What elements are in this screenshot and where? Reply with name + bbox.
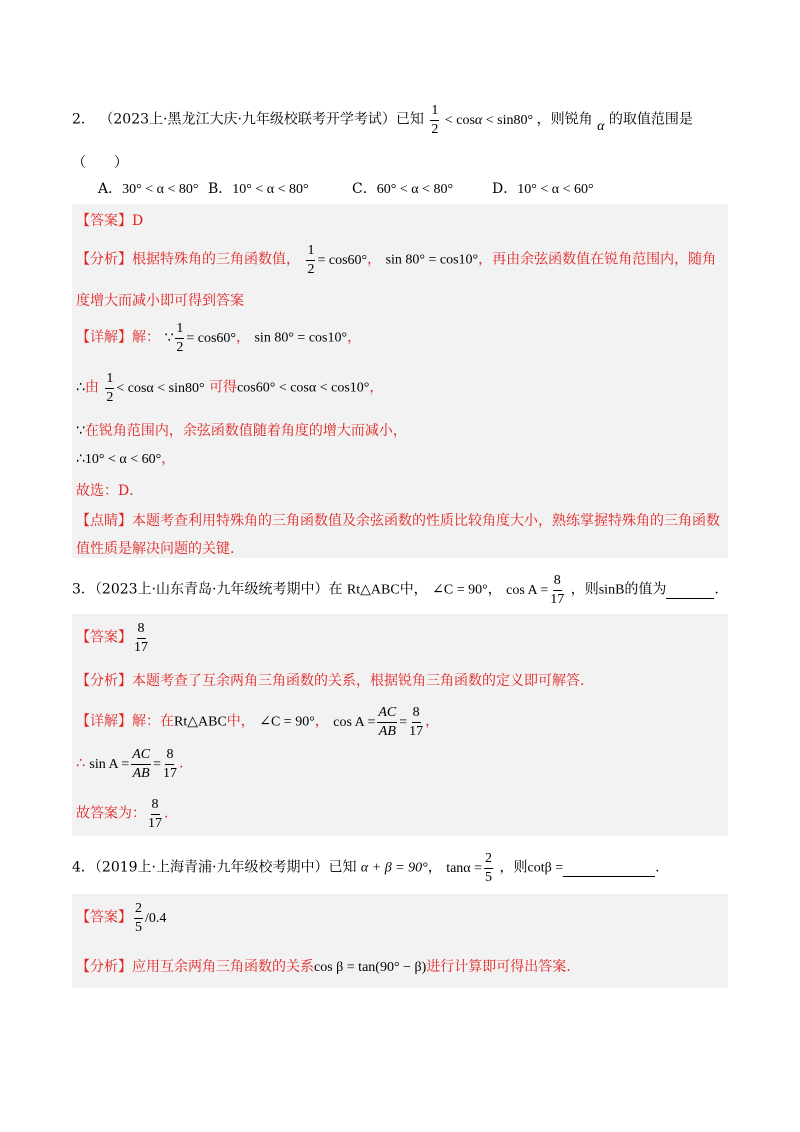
q4-analysis: 【分析】应用互余两角三角函数的关系cos β = tan(90° − β)进行计算即可得出答案.: [76, 959, 571, 975]
q3-final: 故答案为： $\frac{8}{17}$ .: [76, 797, 169, 831]
q2-number: 2．: [72, 111, 95, 128]
q3-stem: 3．（2023上·山东青岛·九年级统考期中）在 Rt△ABC中， ∠C = 90°， cos A = $\frac{8}{17}$ ，则sinB的值为 .: [72, 573, 719, 607]
q2-stem: [72, 104, 693, 137]
q3-detail-line2: ∴ sin A = $\frac{AC}{AB}$ = $\frac{8}{17}$ .: [76, 747, 184, 781]
q2-detail-line2: ∴由 $\frac{1}{2}$ < cosα < sin80° 可得cos60° < cosα < cos10°，: [76, 371, 384, 405]
q3-answer: 【答案】 $\frac{8}{17}$: [76, 621, 148, 655]
answer-tag: 【答案】: [76, 213, 132, 229]
q2-detail-line4: ∴10° < α < 60°，: [76, 451, 176, 467]
q2-question-tail: ，则锐角: [536, 111, 593, 128]
q2-paren: （ ）: [72, 155, 128, 171]
q3-analysis: 【分析】本题考查了互余两角三角函数的关系，根据锐角三角函数的定义即可解答.: [76, 673, 585, 689]
q2-angle: α: [597, 118, 605, 134]
q2-option-b: B．10° < α < 80°: [208, 181, 309, 197]
q2-comment: 【点睛】本题考查利用特殊角的三角函数值及余弦函数的性质比较角度大小，熟练掌握特殊角的三角函数: [76, 513, 720, 529]
q2-question-end: 的取值范围是: [608, 111, 693, 128]
q2-source: （2023上·黑龙江大庆·九年级校联考开学考试）已知: [99, 111, 424, 128]
q2-option-a: A．30° < α < 80°: [98, 181, 199, 197]
q2-option-d: D．10° < α < 60°: [492, 181, 594, 197]
q4-answer-blank[interactable]: [563, 860, 655, 877]
q4-answer: 【答案】 $\frac{2}{5}$ /0.4: [76, 901, 167, 935]
q2-detail-line3: ∵在锐角范围内，余弦函数值随着角度的增大而减小，: [76, 423, 407, 439]
q2-comment-line2: 值性质是解决问题的关键.: [76, 541, 235, 557]
q4-stem: 4．（2019上·上海青浦·九年级校考期中）已知 α + β = 90°， tanα = $\frac{2}{5}$ ，则cotβ = .: [72, 851, 660, 885]
q2-option-c: C．60° < α < 80°: [352, 181, 454, 197]
q2-choice: 故选：D．: [76, 483, 144, 499]
q2-answer: [76, 210, 143, 230]
q3-detail: 【详解】解：在Rt△ABC中， ∠C = 90°， cos A = $\frac{AC}{AB}$ = $\frac{8}{17}$ ，: [76, 705, 440, 739]
q2-analysis-line2: 度增大而减小即可得到答案: [76, 293, 244, 309]
q2-detail: 【详解】解： ∵ $\frac{1}{2}$ = cos60°， sin 80° = cos10°，: [76, 321, 362, 355]
q2-analysis: 【分析】根据特殊角的三角函数值， $\frac{1}{2}$ = cos60°， sin 80° = cos10°，再由余弦函数值在锐角范围内，随角: [76, 243, 717, 277]
q3-answer-blank[interactable]: [666, 582, 714, 599]
q2-condition: $\frac{1}{2}$ < cosα < sin80°: [431, 103, 534, 137]
answer-value: D: [132, 213, 144, 229]
q2-condition-fraction: $\frac{1}{2}$: [431, 103, 439, 137]
